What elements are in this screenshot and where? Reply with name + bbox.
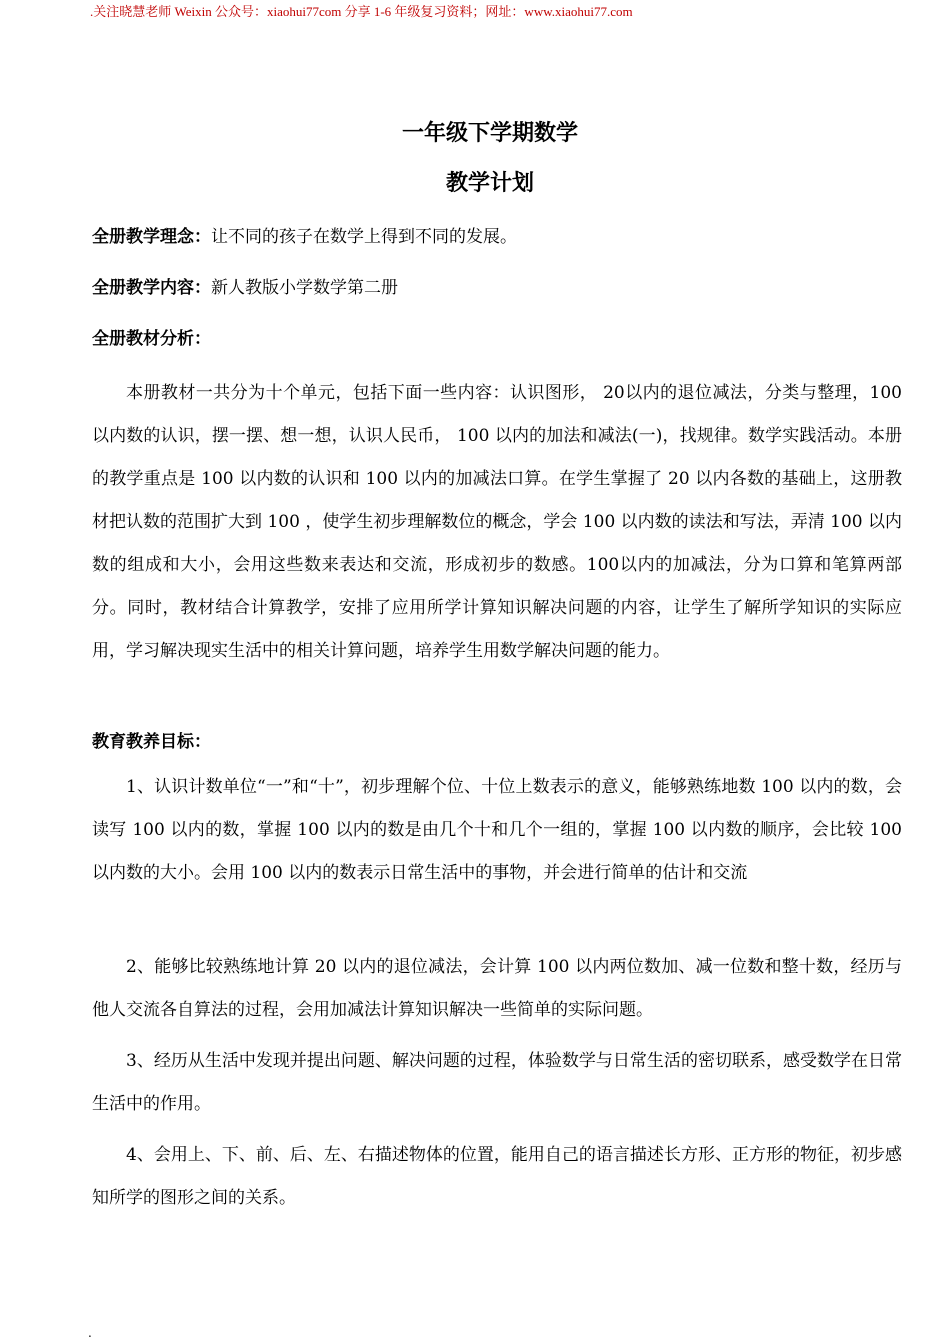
analysis-heading: 全册教材分析： <box>92 329 211 349</box>
teaching-philosophy <box>92 222 902 247</box>
teaching-philosophy-label: 全册教学理念： <box>92 227 211 247</box>
page-subtitle: 教学计划 <box>445 170 534 196</box>
footer-mark: . <box>88 1326 92 1340</box>
goal-item-4: 4、会用上、下、前、后、左、右描述物体的位置，能用自己的语言描述长方形、正方形的物征，初步感知所学的图形之间的关系。 <box>92 1145 902 1208</box>
goal-item-3: 3、经历从生活中发现并提出问题、解决问题的过程，体验数学与日常生活的密切联系，感受数学在日常生活中的作用。 <box>92 1051 902 1114</box>
teaching-content-label: 全册教学内容： <box>92 278 211 298</box>
teaching-philosophy-value: 让不同的孩子在数学上得到不同的发展。 <box>211 227 517 247</box>
header-note: .关注晓慧老师 Weixin 公众号：xiaohui77com 分享 1-6 年级复习资料；网址：www.xiaohui77.com <box>90 4 633 19</box>
teaching-content <box>92 273 902 298</box>
goal-item-2: 2、能够比较熟练地计算 20 以内的退位减法，会计算 100 以内两位数加、减一位数和整十数，经历与他人交流各自算法的过程，会用加减法计算知识解决一些简单的实际问题。 <box>92 957 902 1020</box>
goals-heading: 教育教养目标： <box>92 732 211 752</box>
page-title: 一年级下学期数学 <box>401 120 578 146</box>
goal-item-1: 1、认识计数单位“一”和“十”，初步理解个位、十位上数表示的意义，能够熟练地数 100 以内的数，会读写 100 以内的数，掌握 100 以内的数是由几个十和几个一组的，掌握 100 以内数的顺序，会比较 100 以内数的大小。会用 100 以内的数表示日常生活中的事物，并会进行简单的估计和交流 <box>92 777 902 883</box>
teaching-content-value: 新人教版小学数学第二册 <box>211 278 398 298</box>
analysis-paragraph: 本册教材一共分为十个单元，包括下面一些内容：认识图形， 20以内的退位减法，分类与整理，100 以内数的认识，摆一摆、想一想，认识人民币， 100 以内的加法和减法(一)，找规律。数学实践活动。本册的教学重点是 100 以内数的认识和 100 以内的加减法口算。在学生掌握了 20 以内各数的基础上，这册教材把认数的范围扩大到 100 ，使学生初步理解数位的概念，学会 100 以内数的读法和写法，弄清 100 以内数的组成和大小，会用这些数来表达和交流，形成初步的数感。100以内的加减法，分为口算和笔算两部分。同时，教材结合计算教学，安排了应用所学计算知识解决问题的内容，让学生了解所学知识的实际应用，学习解决现实生活中的相关计算问题，培养学生用数学解决问题的能力。 <box>92 383 902 661</box>
